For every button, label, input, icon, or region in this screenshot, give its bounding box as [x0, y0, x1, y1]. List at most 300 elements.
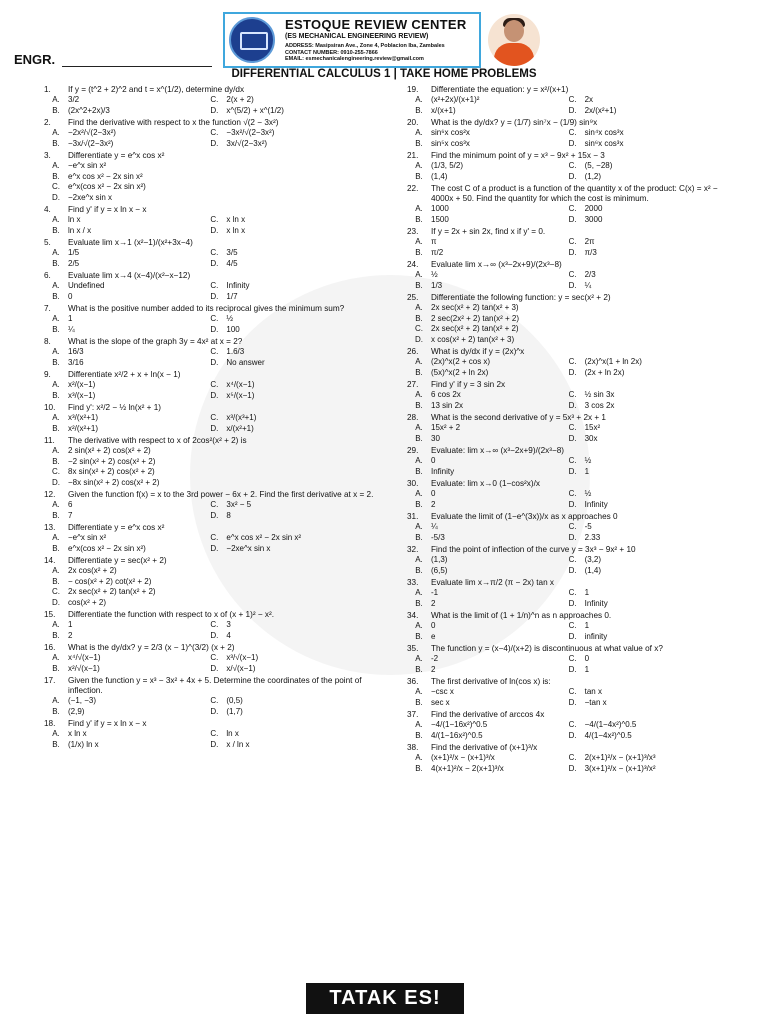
- choice-letter: D.: [210, 138, 219, 148]
- question-stem: [407, 118, 727, 128]
- choice-letter: A.: [415, 303, 423, 312]
- question-stem: [407, 545, 727, 555]
- question-item: [44, 304, 374, 335]
- choice-text: 1/3: [431, 280, 443, 290]
- choice-letter: B.: [52, 706, 60, 716]
- choice-letter: A.: [415, 753, 423, 762]
- answer-choice: [561, 731, 715, 742]
- question-stem: [407, 578, 727, 588]
- question-item: [407, 545, 727, 576]
- choice-text: x³/(x²+1): [68, 413, 98, 422]
- choice-letter: A.: [415, 456, 423, 465]
- choice-letter: C.: [568, 270, 577, 279]
- choice-letter: A.: [52, 533, 60, 542]
- choice-text: ½ sin 3x: [584, 390, 615, 399]
- question-number: 22.: [407, 184, 419, 193]
- choice-letter: B.: [52, 510, 60, 520]
- choice-text: −csc x: [431, 687, 454, 696]
- choice-text: x ln x: [68, 729, 87, 738]
- answer-choice: [202, 740, 360, 751]
- answer-choice: [407, 588, 561, 599]
- choice-text: sin⁴x cos³x: [584, 128, 624, 137]
- choice-letter: A.: [52, 653, 60, 662]
- question-stem: [407, 512, 727, 522]
- choice-letter: D.: [568, 730, 577, 740]
- choice-text: 2/3: [584, 270, 596, 279]
- choice-letter: D.: [568, 697, 577, 707]
- choice-text: (1/3, 5/2): [431, 161, 464, 170]
- choice-letter: A.: [52, 729, 60, 738]
- answer-choice: [44, 500, 202, 511]
- choice-letter: D.: [52, 597, 60, 607]
- answer-choice: [407, 632, 561, 643]
- choice-letter: D.: [568, 280, 577, 290]
- choice-text: -2: [431, 654, 439, 663]
- answer-choices: [407, 753, 727, 774]
- choice-text: 1500: [431, 214, 449, 224]
- answer-choice: [202, 566, 360, 577]
- question-item: [44, 205, 374, 236]
- answer-choice: [561, 500, 715, 511]
- page-title: DIFFERENTIAL CALCULUS 1 | TAKE HOME PROBLEMS: [231, 68, 537, 80]
- choice-text: Infinity: [584, 598, 608, 608]
- choice-text: −2xe^x sin x: [68, 192, 112, 202]
- answer-choices: [407, 621, 727, 642]
- question-text: Differentiate y = sec(x² + 2): [68, 556, 167, 565]
- answer-choice: [561, 522, 715, 533]
- answer-choice: [44, 106, 202, 117]
- left-question-column: [44, 85, 374, 752]
- choice-letter: B.: [52, 357, 60, 367]
- choice-letter: B.: [415, 598, 423, 608]
- choice-letter: B.: [415, 247, 423, 257]
- question-stem: [44, 556, 374, 566]
- choice-text: ln x: [226, 729, 239, 738]
- choice-letter: A.: [52, 128, 60, 137]
- question-text: Differentiate the following function: y = sec(x² + 2): [431, 293, 611, 302]
- answer-choice: [561, 665, 715, 676]
- answer-choice: [407, 720, 561, 731]
- answer-choice: [407, 215, 561, 226]
- footer-banner: TATAK ES!: [306, 983, 464, 1014]
- choice-text: 2x/(x²+1): [584, 105, 617, 115]
- answer-choices: [407, 456, 727, 477]
- choice-letter: C.: [568, 753, 577, 762]
- question-text: The cost C of a product is a function of the quantity x of the product: C(x) = x² − 4000x + 50. Find the quantity for which the cost is minimum.: [431, 184, 718, 203]
- answer-choices: [44, 413, 374, 434]
- choice-text: 2(x+1)²/x − (x+1)³/x³: [584, 753, 656, 762]
- question-stem: [44, 610, 374, 620]
- choice-text: (1,4): [584, 565, 602, 575]
- question-text: What is dy/dx if y = (2x)^x: [431, 347, 525, 356]
- answer-choice: [202, 128, 360, 139]
- choice-text: 4/5: [226, 258, 238, 268]
- question-item: [407, 743, 727, 774]
- choice-letter: D.: [210, 630, 219, 640]
- choice-text: sin⁶x cos²x: [431, 128, 470, 137]
- choice-text: 3000: [584, 214, 603, 224]
- question-text: Find the derivative of (x+1)³/x: [431, 743, 538, 752]
- choice-letter: B.: [52, 171, 60, 181]
- answer-choices: [407, 423, 727, 444]
- answer-choice: [202, 467, 360, 478]
- answer-choice: [407, 357, 561, 368]
- answer-choice: [44, 696, 202, 707]
- question-stem: [407, 227, 727, 237]
- choice-letter: A.: [415, 654, 423, 663]
- answer-choice: [44, 215, 202, 226]
- question-item: [44, 490, 374, 521]
- choice-text: (x²+2x)/(x+1)²: [431, 95, 480, 104]
- question-number: 13.: [44, 523, 56, 532]
- answer-choice: [561, 303, 715, 314]
- answer-choice: [561, 654, 715, 665]
- question-number: 20.: [407, 118, 419, 127]
- question-item: [407, 293, 727, 345]
- answer-choice: [202, 391, 360, 402]
- question-text: What is the second derivative of y = 5x³ + 2x + 1: [431, 413, 606, 422]
- choice-text: (1,4): [431, 171, 448, 181]
- choice-letter: D.: [415, 334, 423, 344]
- question-text: Evaluate: lim x→0 (1−cos²x)/x: [431, 479, 540, 488]
- answer-choice: [407, 456, 561, 467]
- choice-letter: C.: [568, 621, 577, 630]
- choice-letter: B.: [415, 171, 423, 181]
- choice-text: infinity: [584, 631, 608, 641]
- choice-text: 4(x+1)²/x − 2(x+1)³/x: [431, 763, 504, 773]
- choice-text: 2: [431, 598, 436, 608]
- answer-choices: [407, 390, 727, 411]
- choice-text: x²/(x−1): [68, 380, 96, 389]
- question-number: 11.: [44, 436, 55, 445]
- choice-text: 3(x+1)²/x − (x+1)³/x²: [584, 763, 656, 773]
- question-number: 7.: [44, 304, 51, 313]
- question-stem: [407, 260, 727, 270]
- answer-choice: [202, 707, 360, 718]
- choice-letter: A.: [52, 281, 60, 290]
- choice-letter: B.: [52, 390, 60, 400]
- answer-choice: [407, 270, 561, 281]
- answer-choice: [407, 248, 561, 259]
- question-item: [407, 118, 727, 149]
- engr-label: ENGR.: [14, 52, 56, 67]
- answer-choice: [202, 413, 360, 424]
- choice-letter: A.: [52, 347, 60, 356]
- choice-text: x/(x+1): [431, 105, 456, 115]
- answer-choice: [202, 446, 360, 457]
- choice-letter: B.: [415, 433, 423, 443]
- choice-text: 2x cos(x² + 2): [68, 566, 117, 575]
- choice-letter: D.: [52, 192, 60, 202]
- answer-choice: [407, 533, 561, 544]
- choice-letter: A.: [415, 522, 423, 531]
- choice-text: x/√(x−1): [226, 663, 256, 673]
- answer-choice: [407, 161, 561, 172]
- answer-choices: [407, 303, 727, 345]
- question-number: 35.: [407, 644, 419, 653]
- choice-letter: D.: [210, 543, 219, 553]
- question-text: Evaluate the limit of (1−e^(3x))/x as x approaches 0: [431, 512, 618, 521]
- choice-text: 2x sec(x² + 2) tan(x² + 3): [431, 303, 519, 312]
- answer-choice: [202, 172, 360, 183]
- question-item: [44, 151, 374, 203]
- answer-choice: [202, 215, 360, 226]
- choice-text: (x+1)²/x − (x+1)³/x: [431, 753, 495, 762]
- answer-choice: [44, 391, 202, 402]
- choice-letter: D.: [568, 466, 577, 476]
- question-item: [407, 184, 727, 225]
- choice-text: sec x: [431, 697, 450, 707]
- choice-letter: C.: [210, 248, 219, 257]
- choice-text: ln x: [68, 215, 81, 224]
- answer-choice: [407, 467, 561, 478]
- question-stem: [407, 293, 727, 303]
- answer-choice: [561, 335, 715, 346]
- question-stem: [44, 403, 374, 413]
- question-text: Evaluate lim x→4 (x−4)/(x²−x−12): [68, 271, 191, 280]
- answer-choices: [44, 347, 374, 368]
- choice-letter: [561, 303, 585, 314]
- question-stem: [407, 611, 727, 621]
- choice-text: 2x: [584, 95, 594, 104]
- question-text: Find y' if y = x ln x − x: [68, 719, 147, 728]
- choice-letter: B.: [415, 697, 423, 707]
- answer-choice: [44, 577, 202, 588]
- question-item: [44, 523, 374, 554]
- answer-choices: [407, 204, 727, 225]
- choice-letter: B.: [415, 138, 423, 148]
- choice-text: 2.33: [584, 532, 601, 542]
- choice-letter: A.: [415, 270, 423, 279]
- question-number: 16.: [44, 643, 56, 652]
- choice-text: 0: [68, 291, 73, 301]
- answer-choice: [202, 347, 360, 358]
- choice-letter: B.: [52, 225, 60, 235]
- choice-letter: B.: [415, 105, 423, 115]
- answer-choices: [407, 720, 727, 741]
- answer-choice: [202, 631, 360, 642]
- answer-choices: [44, 281, 374, 302]
- choice-text: x/(x²+1): [226, 423, 254, 433]
- choice-letter: [561, 335, 585, 346]
- answer-choice: [561, 357, 715, 368]
- choice-text: 2(x + 2): [226, 95, 254, 104]
- answer-choice: [202, 106, 360, 117]
- choice-text: e^x(cos x² − 2x sin x²): [68, 543, 146, 553]
- question-number: 15.: [44, 610, 56, 619]
- choice-letter: A.: [52, 500, 60, 509]
- answer-choice: [44, 664, 202, 675]
- answer-choice: [561, 632, 715, 643]
- question-stem: [44, 85, 374, 95]
- question-text: If y = 2x + sin 2x, find x if y' = 0.: [431, 227, 546, 236]
- answer-choice: [202, 161, 360, 172]
- answer-choice: [407, 687, 561, 698]
- answer-choice: [44, 325, 202, 336]
- choice-text: 8: [226, 510, 231, 520]
- question-text: Find the minimum point of y = x³ − 9x² + 15x − 3: [431, 151, 605, 160]
- center-subtitle: (ES MECHANICAL ENGINEERING REVIEW): [285, 33, 429, 40]
- answer-choice: [561, 720, 715, 731]
- choice-text: −2 sin(x² + 2) cos(x² + 2): [68, 456, 156, 466]
- answer-choice: [561, 599, 715, 610]
- question-stem: [407, 380, 727, 390]
- question-text: Differentiate the equation: y = x²/(x+1): [431, 85, 569, 94]
- choice-letter: C.: [568, 204, 577, 213]
- choice-text: x²/√(x−1): [68, 663, 100, 673]
- choice-text: x³/(x−1): [68, 390, 96, 400]
- choice-letter: [202, 467, 226, 478]
- answer-choice: [561, 687, 715, 698]
- question-item: [44, 370, 374, 401]
- answer-choice: [44, 566, 202, 577]
- choice-text: 16/3: [68, 347, 84, 356]
- question-text: Differentiate x²/2 + x + ln(x − 1): [68, 370, 181, 379]
- question-number: 30.: [407, 479, 419, 488]
- choice-text: 1/7: [226, 291, 238, 301]
- question-text: Find y' if y = x ln x − x: [68, 205, 147, 214]
- choice-text: -5/3: [431, 532, 445, 542]
- name-blank-line: [62, 66, 212, 67]
- choice-letter: A.: [415, 588, 423, 597]
- choice-letter: C.: [210, 128, 219, 137]
- answer-choices: [407, 95, 727, 116]
- answer-choice: [407, 654, 561, 665]
- answer-choice: [202, 500, 360, 511]
- choice-text: 2x sec(x² + 2) tan(x² + 2): [431, 324, 519, 333]
- question-text: Differentiate y = e^x cos x²: [68, 523, 165, 532]
- question-number: 34.: [407, 611, 419, 620]
- choice-text: (3,2): [584, 555, 602, 564]
- choice-letter: C.: [568, 357, 577, 366]
- answer-choice: [407, 139, 561, 150]
- answer-choices: [407, 270, 727, 291]
- choice-text: 1: [584, 466, 590, 476]
- question-item: [44, 85, 374, 116]
- choice-text: x ln x: [226, 225, 246, 235]
- choice-letter: C.: [568, 95, 577, 104]
- question-item: [44, 271, 374, 302]
- center-address: ADDRESS: Masipsiran Ave., Zone 4, Poblacion Iba, Zambales: [285, 43, 445, 49]
- choice-text: 2: [68, 630, 73, 640]
- choice-letter: B.: [52, 543, 60, 553]
- choice-text: 30x: [584, 433, 598, 443]
- question-item: [407, 151, 727, 182]
- answer-choice: [407, 314, 561, 325]
- choice-text: Infinity: [226, 281, 250, 290]
- choice-text: tan x: [584, 687, 602, 696]
- answer-choice: [202, 424, 360, 435]
- question-stem: [44, 719, 374, 729]
- answer-choice: [44, 95, 202, 106]
- choice-letter: A.: [415, 237, 423, 246]
- choice-letter: C.: [210, 653, 219, 662]
- answer-choice: [561, 314, 715, 325]
- question-number: 26.: [407, 347, 419, 356]
- choice-letter: C.: [210, 215, 219, 224]
- choice-letter: C.: [415, 324, 423, 333]
- choice-text: 2x sec(x² + 2) tan(x² + 2): [68, 587, 156, 596]
- question-item: [407, 710, 727, 741]
- choice-text: ¼: [584, 280, 592, 290]
- question-number: 12.: [44, 490, 56, 499]
- choice-text: Infinity: [431, 466, 455, 476]
- choice-text: x⁴/√(x−1): [68, 653, 101, 662]
- choice-letter: C.: [568, 687, 577, 696]
- choice-text: 2/5: [68, 258, 80, 268]
- choice-text: −e^x sin x²: [68, 161, 107, 170]
- question-stem: [407, 677, 727, 687]
- choice-letter: B.: [415, 313, 423, 323]
- answer-choices: [44, 729, 374, 750]
- answer-choice: [561, 215, 715, 226]
- answer-choice: [561, 533, 715, 544]
- question-text: Evaluate lim x→1 (x²−1)/(x²+3x−4): [68, 238, 193, 247]
- choice-letter: D.: [210, 423, 219, 433]
- choice-text: Undefined: [68, 281, 105, 290]
- answer-choices: [44, 215, 374, 236]
- question-item: [407, 380, 727, 411]
- choice-text: 3/5: [226, 248, 238, 257]
- answer-choices: [44, 446, 374, 488]
- answer-choice: [407, 731, 561, 742]
- choice-text: (2x)^x(1 + ln 2x): [584, 357, 642, 366]
- question-number: 25.: [407, 293, 419, 302]
- choice-letter: B.: [52, 663, 60, 673]
- choice-letter: D.: [210, 258, 219, 268]
- answer-choice: [44, 281, 202, 292]
- answer-choice: [561, 270, 715, 281]
- question-number: 29.: [407, 446, 419, 455]
- avatar-body: [494, 43, 534, 66]
- answer-choices: [44, 696, 374, 717]
- answer-choices: [44, 500, 374, 521]
- choice-letter: A.: [52, 413, 60, 422]
- choice-text: (0,5): [226, 696, 243, 705]
- choice-letter: D.: [568, 565, 577, 575]
- review-center-banner: [223, 12, 481, 68]
- answer-choice: [44, 314, 202, 325]
- question-stem: [44, 370, 374, 380]
- choice-text: sin⁶x cos³x: [584, 138, 624, 148]
- answer-choice: [561, 423, 715, 434]
- answer-choice: [407, 500, 561, 511]
- question-text: The first derivative of ln(cos x) is:: [431, 677, 551, 686]
- choice-text: ½: [226, 314, 234, 323]
- choice-text: (1,3): [431, 555, 448, 564]
- answer-choices: [407, 161, 727, 182]
- question-stem: [407, 743, 727, 753]
- choice-text: 3x/√(2−3x²): [226, 138, 268, 148]
- choice-letter: D.: [52, 477, 60, 487]
- question-item: [44, 337, 374, 368]
- question-number: 32.: [407, 545, 419, 554]
- answer-choice: [44, 413, 202, 424]
- answer-choices: [44, 533, 374, 554]
- choice-letter: [202, 478, 226, 489]
- choice-letter: A.: [52, 215, 60, 224]
- choice-letter: A.: [415, 161, 423, 170]
- answer-choice: [407, 434, 561, 445]
- answer-choice: [202, 664, 360, 675]
- choice-text: 6 cos 2x: [431, 390, 461, 399]
- answer-choice: [407, 753, 561, 764]
- choice-letter: B.: [415, 565, 423, 575]
- answer-choice: [407, 423, 561, 434]
- question-stem: [407, 710, 727, 720]
- choice-text: (6,5): [431, 565, 448, 575]
- answer-choices: [44, 95, 374, 116]
